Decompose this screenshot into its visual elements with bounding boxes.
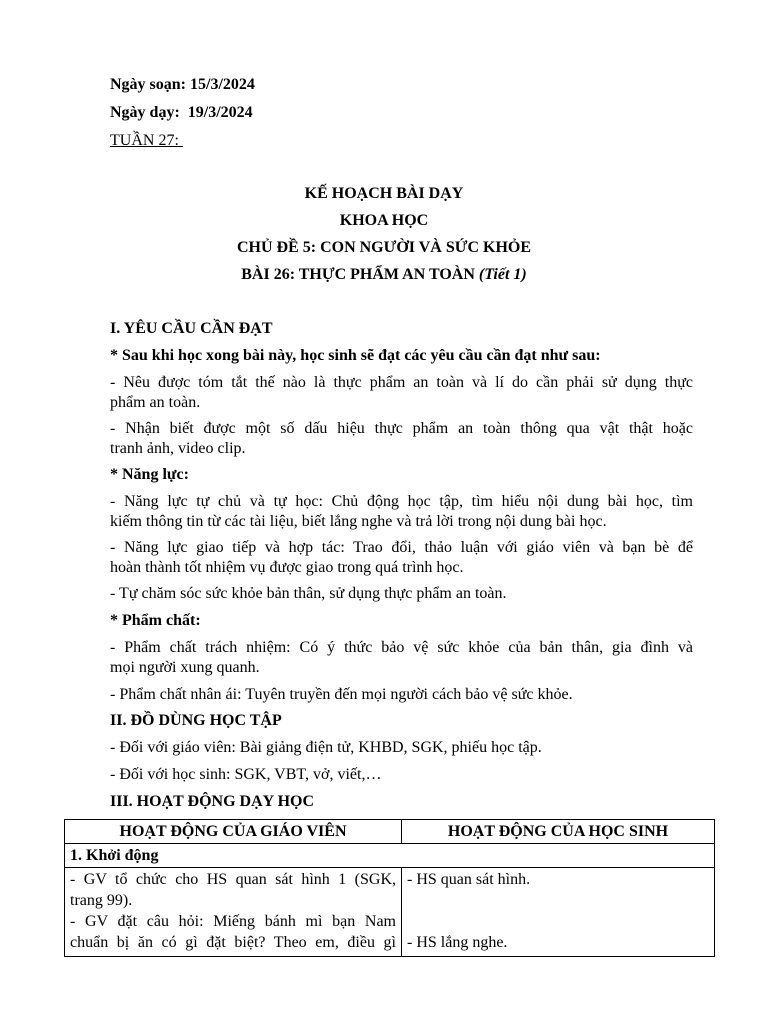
section-1-intro: * Sau khi học xong bài này, học sinh sẽ đạt các yêu cầu cần đạt như sau: — [110, 347, 601, 364]
teach-date: Ngày dạy: 19/3/2024 — [110, 104, 253, 121]
topic-title: CHỦ ĐỀ 5: CON NGƯỜI VÀ SỨC KHỎE — [236, 239, 532, 256]
spacer — [407, 890, 709, 911]
objective-1-line: - Nêu được tóm tắt thế nào là thực phẩm an toàn và lí do cần phải sử dụng thực — [110, 374, 693, 391]
table-header-row — [65, 820, 715, 844]
table-row — [65, 844, 715, 868]
subject-title: KHOA HỌC — [339, 212, 429, 229]
teacher-activity-header: HOẠT ĐỘNG CỦA GIÁO VIÊN — [65, 820, 402, 844]
materials-student: - Đối với học sinh: SGK, VBT, vở, viết,… — [110, 766, 382, 783]
doc-title: KẾ HOẠCH BÀI DẠY — [304, 185, 464, 202]
objective-2-line: - Nhận biết được một số dấu hiệu thực phẩm an toàn thông qua vật thật hoặc — [110, 420, 693, 437]
warmup-heading: 1. Khởi động — [65, 844, 715, 868]
competence-2 — [110, 538, 693, 578]
materials-teacher: - Đối với giáo viên: Bài giảng điện tử, KHBD, SGK, phiếu học tập. — [110, 739, 542, 756]
student-activity-line: - HS lắng nghe. — [407, 934, 508, 951]
section-3-heading: III. HOẠT ĐỘNG DẠY HỌC — [110, 793, 315, 810]
student-activity-header: HOẠT ĐỘNG CỦA HỌC SINH — [402, 820, 715, 844]
teacher-activity-line: - GV đặt câu hỏi: Miếng bánh mì bạn Nam — [70, 913, 396, 930]
competence-2-line: hoàn thành tốt nhiệm vụ được giao trong quá trình học. — [110, 559, 464, 576]
quality-1-line: mọi người xung quanh. — [110, 659, 260, 676]
quality-1-line: - Phẩm chất trách nhiệm: Có ý thức bảo vệ sức khỏe của bản thân, gia đình và — [110, 639, 693, 656]
competence-1-line: kiếm thông tin từ các tài liệu, biết lắng nghe và trả lời trong nội dung bài học. — [110, 513, 607, 530]
spacer — [407, 911, 709, 932]
activities-table — [64, 819, 715, 957]
teacher-activity-line: chuẩn bị ăn có gì đặt biệt? Theo em, điều gì — [70, 934, 396, 951]
teacher-activity-cell — [65, 868, 402, 957]
student-activity-cell — [402, 868, 715, 957]
lesson-title-main: BÀI 26: THỰC PHẨM AN TOÀN — [241, 266, 479, 283]
competence-3: - Tự chăm sóc sức khỏe bản thân, sử dụng thực phẩm an toàn. — [110, 585, 507, 602]
student-activity-line: - HS quan sát hình. — [407, 871, 531, 888]
competence-1-line: - Năng lực tự chủ và tự học: Chủ động học tập, tìm hiểu nội dung bài học, tìm — [110, 493, 693, 510]
objective-2 — [110, 419, 693, 459]
teacher-activity-line: trang 99). — [70, 892, 133, 909]
quality-1 — [110, 638, 693, 678]
week-label: TUẦN 27: — [110, 132, 183, 149]
competence-heading: * Năng lực: — [110, 466, 189, 483]
quality-heading: * Phẩm chất: — [110, 612, 201, 629]
objective-1-line: phẩm an toàn. — [110, 394, 201, 411]
quality-2: - Phẩm chất nhân ái: Tuyên truyền đến mọi người cách bảo vệ sức khỏe. — [110, 686, 573, 703]
competence-1 — [110, 492, 693, 532]
teacher-activity-line: - GV tổ chức cho HS quan sát hình 1 (SGK, — [70, 871, 396, 888]
objective-2-line: tranh ảnh, video clip. — [110, 440, 246, 457]
objective-1 — [110, 373, 693, 413]
lesson-title-period: (Tiết 1) — [478, 266, 527, 283]
section-1-heading: I. YÊU CẦU CẦN ĐẠT — [110, 320, 273, 337]
table-row — [65, 868, 715, 957]
competence-2-line: - Năng lực giao tiếp và hợp tác: Trao đổi, thảo luận với giáo viên và bạn bè để — [110, 539, 693, 556]
section-2-heading: II. ĐỒ DÙNG HỌC TẬP — [110, 712, 282, 729]
prep-date: Ngày soạn: 15/3/2024 — [110, 76, 255, 93]
lesson-title — [0, 265, 768, 285]
